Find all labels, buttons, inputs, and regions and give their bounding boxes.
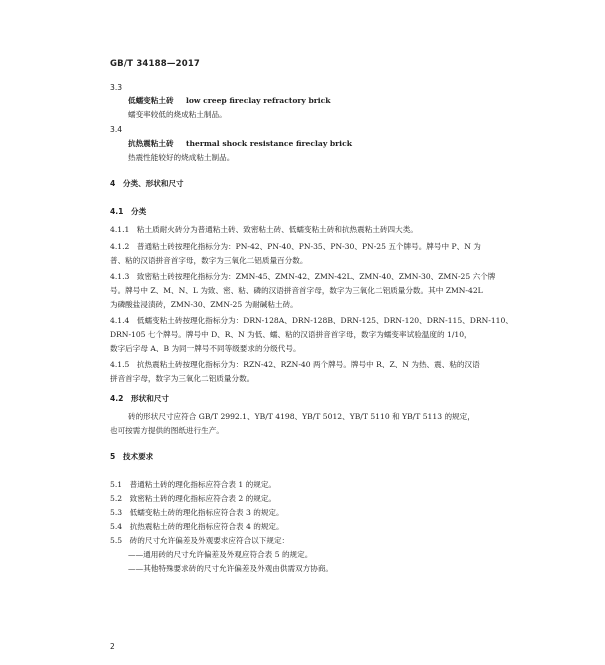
definition-3-3: 蠕变率较低的烧成粘土制品。 [128, 110, 227, 119]
requirement-5-2: 5.2 致密粘土砖的理化指标应符合表 2 的规定。 [110, 494, 277, 503]
term-3-4 [128, 139, 352, 149]
paragraph-4-1-4-line-2: DRN-105 七个牌号。牌号中 D、R、N 为低、蠕、粘的汉语拼音首字母，数字为蠕变率试验温度的 1/10， [110, 330, 472, 339]
paragraph-4-1-3-line-2: 号。牌号中 Z、M、N、L 为致、密、粘、磷的汉语拼音首字母，数字为三氧化二铝质量分数。其中 ZMN-42L [110, 286, 483, 295]
paragraph-4-1-5-line-2: 拼音首字母，数字为三氧化二铝质量分数。 [110, 374, 255, 383]
term-3-4-cn: 抗热震粘土砖 [128, 139, 174, 148]
requirement-5-5-dash-2: ——其他特殊要求砖的尺寸允许偏差及外观由供需双方协商。 [128, 564, 334, 573]
paragraph-4-1-3-line-3: 为磷酸盐浸渍砖，ZMN-30、ZMN-25 为耐碱粘土砖。 [110, 300, 298, 309]
requirement-5-5-dash-1: ——通用砖的尺寸允许偏差及外观应符合表 5 的规定。 [128, 550, 313, 559]
paragraph-4-1-3-line-1: 4.1.3 致密粘土砖按理化指标分为：ZMN-45、ZMN-42、ZMN-42L、ZMN-40、ZMN-30、ZMN-25 六个牌 [110, 272, 496, 281]
standard-header: GB/T 34188—2017 [110, 59, 201, 69]
paragraph-4-1-4-line-3: 数字后字母 A、B 为同一牌号不同等级要求的分级代号。 [110, 344, 301, 353]
section-number-3-4: 3.4 [110, 125, 123, 134]
term-3-3-en: low creep fireclay refractory brick [185, 96, 331, 105]
requirement-5-4: 5.4 抗热震粘土砖的理化指标应符合表 4 的规定。 [110, 522, 284, 531]
term-3-3 [128, 96, 331, 106]
requirement-5-1: 5.1 普通粘土砖的理化指标应符合表 1 的规定。 [110, 480, 277, 489]
paragraph-4-1-2-line-1: 4.1.2 普通粘土砖按理化指标分为：PN-42、PN-40、PN-35、PN-30、PN-25 五个牌号。牌号中 P、N 为 [110, 242, 481, 251]
section-4-2-title: 4.2 形状和尺寸 [110, 394, 170, 403]
paragraph-4-2-line-2: 也可按需方提供的图纸进行生产。 [110, 426, 224, 435]
paragraph-4-1-4-line-1: 4.1.4 低蠕变粘土砖按理化指标分为：DRN-128A、DRN-128B、DRN-125、DRN-120、DRN-115、DRN-110、 [110, 316, 513, 325]
requirement-5-3: 5.3 低蠕变粘土砖的理化指标应符合表 3 的规定。 [110, 508, 284, 517]
section-5-title: 5 技术要求 [110, 452, 154, 461]
page-number: 2 [110, 642, 115, 651]
paragraph-4-1-1: 4.1.1 粘土质耐火砖分为普通粘土砖、致密粘土砖、低蠕变粘土砖和抗热震粘土砖四大类。 [110, 225, 418, 234]
term-3-4-en: thermal shock resistance fireclay brick [185, 139, 352, 148]
section-4-1-title: 4.1 分类 [110, 207, 147, 216]
paragraph-4-1-5-line-1: 4.1.5 抗热震粘土砖按理化指标分为：RZN-42、RZN-40 两个牌号。牌号中 R、Z、N 为热、震、粘的汉语 [110, 360, 480, 369]
term-3-3-cn: 低蠕变粘土砖 [128, 96, 174, 105]
requirement-5-5: 5.5 砖的尺寸允许偏差及外观要求应符合以下规定： [110, 536, 290, 545]
section-4-title: 4 分类、形状和尺寸 [110, 179, 184, 188]
paragraph-4-2-line-1: 砖的形状尺寸应符合 GB/T 2992.1、YB/T 4198、YB/T 5012、YB/T 5110 和 YB/T 5113 的规定， [128, 412, 475, 421]
paragraph-4-1-2-line-2: 普、粘的汉语拼音首字母，数字为三氧化二铝质量百分数。 [110, 256, 308, 265]
section-number-3-3: 3.3 [110, 83, 123, 92]
definition-3-4: 热震性能较好的烧成粘土制品。 [128, 153, 235, 162]
